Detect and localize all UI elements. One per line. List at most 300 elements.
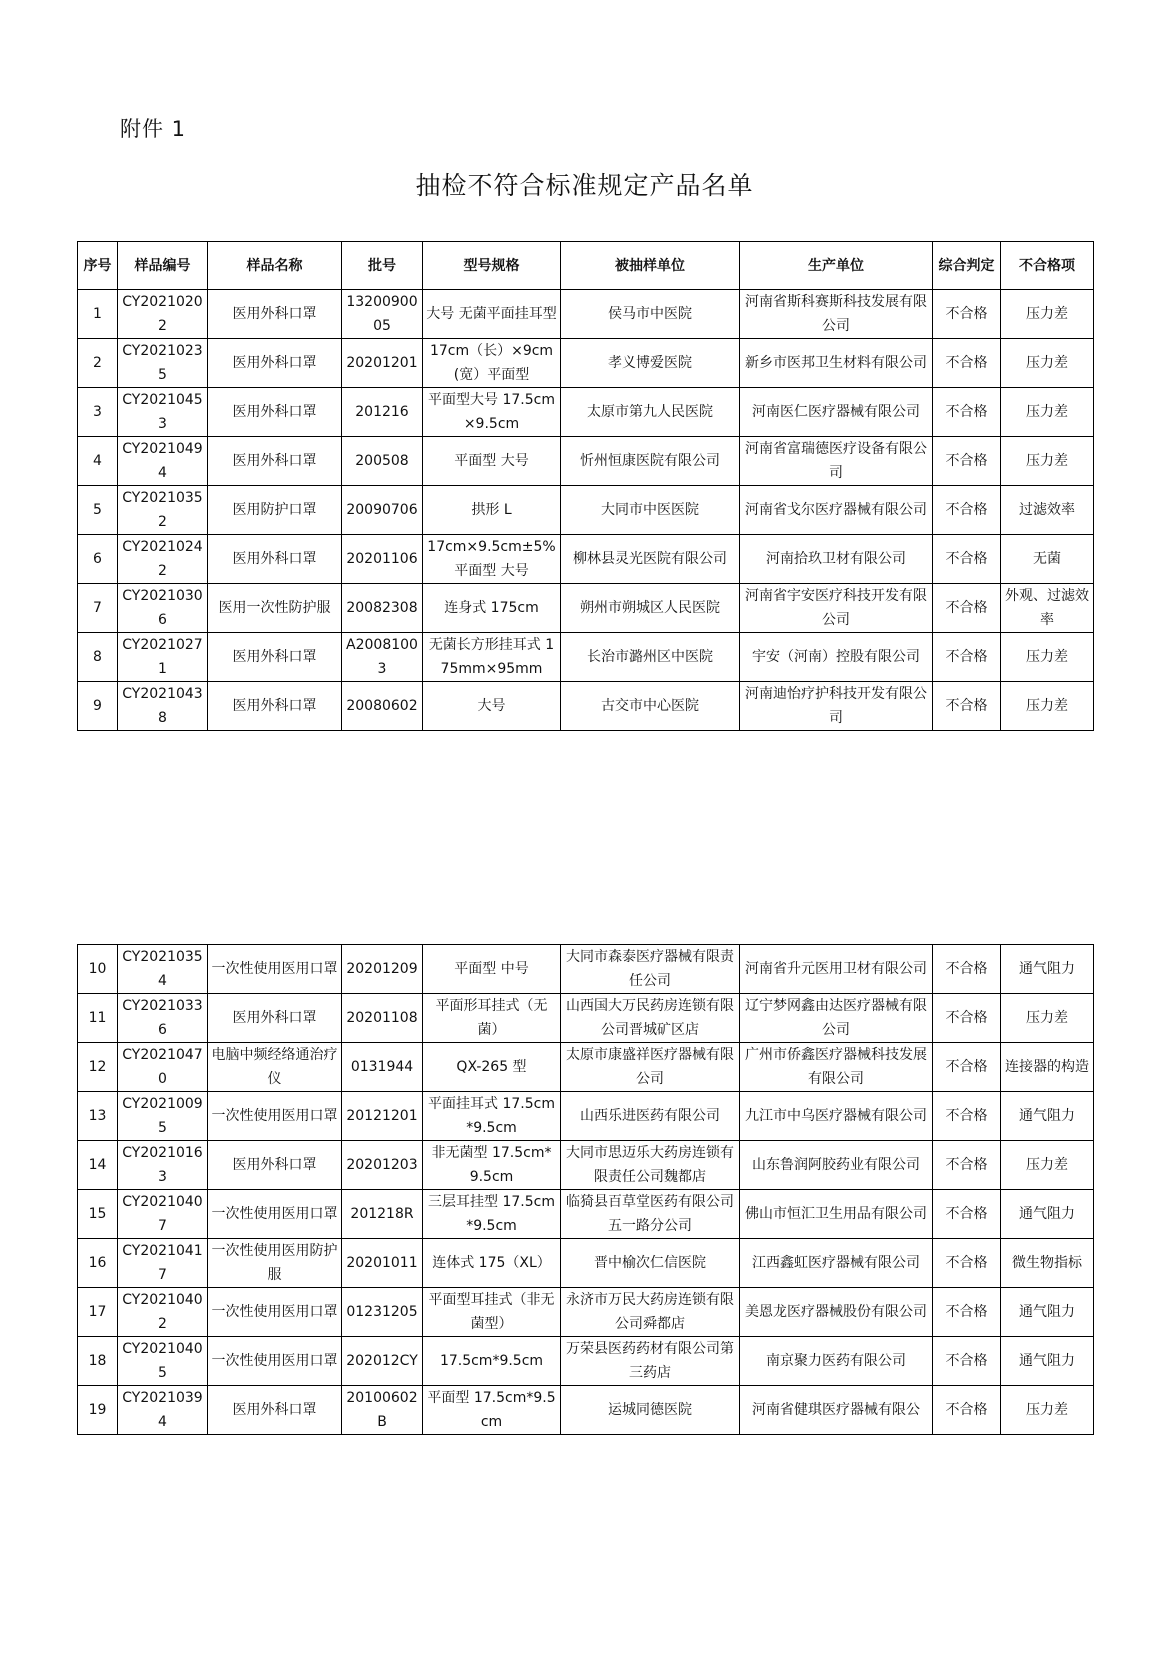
- table-row: [78, 1190, 1094, 1239]
- batch-number-cell-text: 20100602B: [346, 1390, 418, 1430]
- sampled-unit-cell-text: 大同市中医医院: [601, 502, 699, 518]
- sample-id-cell: [118, 1337, 208, 1386]
- row-number-cell: [78, 945, 118, 994]
- model-spec-cell: [423, 388, 561, 437]
- sample-id-cell: [118, 290, 208, 339]
- overall-judgment-cell: [933, 1043, 1001, 1092]
- row-number-cell-text: 15: [88, 1206, 107, 1222]
- sample-id-cell-text: CY20210235: [122, 343, 203, 383]
- sample-id-cell: [118, 339, 208, 388]
- sample-id-cell: [118, 1386, 208, 1435]
- batch-number-cell: [342, 682, 423, 731]
- overall-judgment-cell-text: 不合格: [945, 1402, 988, 1418]
- overall-judgment-cell: [933, 1190, 1001, 1239]
- failed-item-cell: [1001, 1386, 1094, 1435]
- overall-judgment-cell: [933, 994, 1001, 1043]
- row-number-cell-text: 9: [93, 698, 102, 714]
- manufacturer-cell: [740, 584, 933, 633]
- model-spec-cell-text: 三层耳挂型 17.5cm*9.5cm: [428, 1194, 555, 1234]
- sample-id-cell: [118, 1239, 208, 1288]
- overall-judgment-cell: [933, 945, 1001, 994]
- model-spec-cell: [423, 1141, 561, 1190]
- batch-number-cell: [342, 1239, 423, 1288]
- manufacturer-cell: [740, 1239, 933, 1288]
- failed-item-cell-text: 通气阻力: [1019, 1353, 1075, 1369]
- table-row: [78, 1386, 1094, 1435]
- model-spec-cell-text: 平面型 中号: [454, 961, 529, 977]
- batch-number-cell: [342, 1092, 423, 1141]
- failed-item-cell-text: 微生物指标: [1012, 1255, 1082, 1271]
- sampled-unit-cell-text: 运城同德医院: [608, 1402, 692, 1418]
- manufacturer-cell: [740, 1386, 933, 1435]
- failed-item-cell-text: 压力差: [1026, 1402, 1068, 1418]
- header-cell: 序号: [78, 242, 118, 290]
- failed-item-cell-text: 无菌: [1033, 551, 1061, 567]
- overall-judgment-cell: [933, 339, 1001, 388]
- sample-name-cell-text: 医用外科口罩: [232, 306, 317, 322]
- table-row: [78, 633, 1094, 682]
- sample-name-cell-text: 医用外科口罩: [232, 453, 317, 469]
- manufacturer-cell-text: 河南省宇安医疗科技开发有限公司: [745, 588, 927, 628]
- overall-judgment-cell: [933, 290, 1001, 339]
- sampled-unit-cell: [561, 486, 740, 535]
- manufacturer-cell: [740, 437, 933, 486]
- model-spec-cell: [423, 1337, 561, 1386]
- header-cell: 不合格项: [1001, 242, 1094, 290]
- overall-judgment-cell-text: 不合格: [945, 600, 988, 616]
- row-number-cell: [78, 290, 118, 339]
- row-number-cell-text: 11: [88, 1010, 107, 1026]
- row-number-cell: [78, 486, 118, 535]
- sample-name-cell: [208, 339, 342, 388]
- table-row: [78, 1337, 1094, 1386]
- manufacturer-cell-text: 辽宁梦网鑫由达医疗器械有限公司: [745, 998, 927, 1038]
- header-cell: 被抽样单位: [561, 242, 740, 290]
- sample-name-cell-text: 一次性使用医用口罩: [211, 1206, 338, 1222]
- failed-item-cell-text: 通气阻力: [1019, 961, 1075, 977]
- model-spec-cell-text: 平面型 17.5cm*9.5cm: [427, 1390, 556, 1430]
- batch-number-cell-text: A20081003: [346, 637, 418, 677]
- failed-item-cell: [1001, 584, 1094, 633]
- row-number-cell-text: 7: [93, 600, 102, 616]
- overall-judgment-cell-text: 不合格: [945, 1353, 988, 1369]
- batch-number-cell: [342, 535, 423, 584]
- sample-id-cell: [118, 1043, 208, 1092]
- table-row: [78, 584, 1094, 633]
- row-number-cell: [78, 1190, 118, 1239]
- batch-number-cell-text: 20201108: [346, 1010, 418, 1026]
- table-row: [78, 1288, 1094, 1337]
- sample-id-cell: [118, 1141, 208, 1190]
- manufacturer-cell-text: 南京聚力医药有限公司: [766, 1353, 906, 1369]
- row-number-cell-text: 18: [88, 1353, 107, 1369]
- failed-item-cell: [1001, 1043, 1094, 1092]
- manufacturer-cell: [740, 1190, 933, 1239]
- model-spec-cell: [423, 535, 561, 584]
- batch-number-cell-text: 20201209: [346, 961, 418, 977]
- sampled-unit-cell-text: 临猗县百草堂医药有限公司五一路分公司: [566, 1194, 734, 1234]
- manufacturer-cell-text: 河南省升元医用卫材有限公司: [745, 961, 927, 977]
- model-spec-cell: [423, 633, 561, 682]
- manufacturer-cell-text: 新乡市医邦卫生材料有限公司: [745, 355, 927, 371]
- sample-name-cell-text: 一次性使用医用防护服: [211, 1243, 338, 1283]
- batch-number-cell: [342, 1190, 423, 1239]
- batch-number-cell-text: 20201011: [346, 1255, 418, 1271]
- failed-item-cell-text: 压力差: [1026, 649, 1068, 665]
- manufacturer-cell-text: 河南拾玖卫材有限公司: [766, 551, 906, 567]
- overall-judgment-cell-text: 不合格: [945, 1108, 988, 1124]
- table-row: [78, 682, 1094, 731]
- batch-number-cell-text: 20201203: [346, 1157, 418, 1173]
- model-spec-cell: [423, 1239, 561, 1288]
- sample-id-cell-text: CY20210336: [122, 998, 203, 1038]
- batch-number-cell: [342, 1337, 423, 1386]
- failed-item-cell-text: 压力差: [1026, 1010, 1068, 1026]
- failed-item-cell: [1001, 682, 1094, 731]
- table-row: [78, 339, 1094, 388]
- row-number-cell: [78, 535, 118, 584]
- failed-item-cell: [1001, 994, 1094, 1043]
- row-number-cell: [78, 1043, 118, 1092]
- sample-id-cell-text: CY20210394: [122, 1390, 203, 1430]
- manufacturer-cell-text: 美恩龙医疗器械股份有限公司: [745, 1304, 927, 1320]
- model-spec-cell-text: 平面挂耳式 17.5cm*9.5cm: [428, 1096, 555, 1136]
- manufacturer-cell-text: 佛山市恒汇卫生用品有限公司: [745, 1206, 927, 1222]
- table-row: [78, 486, 1094, 535]
- failed-item-cell: [1001, 945, 1094, 994]
- manufacturer-cell: [740, 633, 933, 682]
- sample-name-cell: [208, 1092, 342, 1141]
- manufacturer-cell: [740, 1337, 933, 1386]
- model-spec-cell: [423, 437, 561, 486]
- sample-id-cell-text: CY20210354: [122, 949, 203, 989]
- batch-number-cell: [342, 339, 423, 388]
- model-spec-cell-text: 17cm（长）×9cm(宽）平面型: [429, 343, 554, 383]
- table-row: [78, 388, 1094, 437]
- overall-judgment-cell: [933, 633, 1001, 682]
- sample-name-cell-text: 一次性使用医用口罩: [211, 1304, 338, 1320]
- sample-name-cell: [208, 1190, 342, 1239]
- failed-item-cell: [1001, 437, 1094, 486]
- batch-number-cell-text: 20090706: [346, 502, 418, 518]
- sample-name-cell: [208, 388, 342, 437]
- overall-judgment-cell: [933, 535, 1001, 584]
- sample-name-cell-text: 医用外科口罩: [232, 1402, 317, 1418]
- sample-id-cell: [118, 437, 208, 486]
- batch-number-cell-text: 201218R: [350, 1206, 414, 1222]
- sample-id-cell-text: CY20210494: [122, 441, 203, 481]
- sample-name-cell-text: 医用外科口罩: [232, 1010, 317, 1026]
- sample-id-cell-text: CY20210271: [122, 637, 203, 677]
- sample-name-cell: [208, 994, 342, 1043]
- overall-judgment-cell: [933, 1337, 1001, 1386]
- batch-number-cell-text: 20121201: [346, 1108, 418, 1124]
- sample-name-cell-text: 医用外科口罩: [232, 404, 317, 420]
- manufacturer-cell-text: 广州市侨鑫医疗器械科技发展有限公司: [745, 1047, 927, 1087]
- model-spec-cell-text: 无菌长方形挂耳式 175mm×95mm: [428, 637, 555, 677]
- batch-number-cell: [342, 1386, 423, 1435]
- row-number-cell-text: 8: [93, 649, 102, 665]
- overall-judgment-cell-text: 不合格: [945, 502, 988, 518]
- noncompliant-products-table: [77, 241, 1094, 731]
- sampled-unit-cell: [561, 1386, 740, 1435]
- sample-name-cell: [208, 535, 342, 584]
- header-cell: 样品名称: [208, 242, 342, 290]
- sampled-unit-cell: [561, 339, 740, 388]
- sample-id-cell-text: CY20210438: [122, 686, 203, 726]
- model-spec-cell: [423, 1386, 561, 1435]
- failed-item-cell-text: 通气阻力: [1019, 1304, 1075, 1320]
- overall-judgment-cell-text: 不合格: [945, 1059, 988, 1075]
- table-body: [78, 945, 1094, 1435]
- batch-number-cell-text: 20201106: [346, 551, 418, 567]
- sample-id-cell: [118, 1288, 208, 1337]
- sampled-unit-cell-text: 永济市万民大药房连锁有限公司舜都店: [566, 1292, 734, 1332]
- model-spec-cell: [423, 584, 561, 633]
- table-row: [78, 945, 1094, 994]
- row-number-cell: [78, 1337, 118, 1386]
- table-header-row: [78, 242, 1094, 290]
- batch-number-cell: [342, 1288, 423, 1337]
- failed-item-cell: [1001, 633, 1094, 682]
- overall-judgment-cell-text: 不合格: [945, 1206, 988, 1222]
- sample-name-cell-text: 医用外科口罩: [232, 355, 317, 371]
- manufacturer-cell: [740, 388, 933, 437]
- sample-name-cell: [208, 682, 342, 731]
- manufacturer-cell: [740, 682, 933, 731]
- overall-judgment-cell-text: 不合格: [945, 649, 988, 665]
- model-spec-cell-text: 平面型 大号: [454, 453, 529, 469]
- sampled-unit-cell: [561, 1043, 740, 1092]
- sample-id-cell-text: CY20210306: [122, 588, 203, 628]
- manufacturer-cell: [740, 290, 933, 339]
- manufacturer-cell-text: 九江市中乌医疗器械有限公司: [745, 1108, 927, 1124]
- batch-number-cell: [342, 994, 423, 1043]
- sampled-unit-cell-text: 孝义博爱医院: [608, 355, 692, 371]
- table-row: [78, 994, 1094, 1043]
- batch-number-cell-text: 20082308: [346, 600, 418, 616]
- batch-number-cell: [342, 1043, 423, 1092]
- sampled-unit-cell-text: 朔州市朔城区人民医院: [580, 600, 720, 616]
- sampled-unit-cell: [561, 584, 740, 633]
- sample-name-cell: [208, 290, 342, 339]
- row-number-cell: [78, 1288, 118, 1337]
- model-spec-cell: [423, 682, 561, 731]
- row-number-cell-text: 13: [88, 1108, 107, 1124]
- sample-id-cell: [118, 945, 208, 994]
- sampled-unit-cell: [561, 290, 740, 339]
- sample-name-cell-text: 医用外科口罩: [232, 551, 317, 567]
- sampled-unit-cell: [561, 994, 740, 1043]
- sample-id-cell: [118, 486, 208, 535]
- sample-name-cell-text: 医用外科口罩: [232, 649, 317, 665]
- model-spec-cell-text: 拱形 L: [471, 502, 512, 518]
- overall-judgment-cell: [933, 1288, 1001, 1337]
- header-cell: 型号规格: [423, 242, 561, 290]
- model-spec-cell: [423, 1190, 561, 1239]
- manufacturer-cell-text: 宇安（河南）控股有限公司: [752, 649, 920, 665]
- manufacturer-cell-text: 河南省斯科赛斯科技发展有限公司: [745, 294, 927, 334]
- failed-item-cell: [1001, 1092, 1094, 1141]
- sample-id-cell: [118, 535, 208, 584]
- failed-item-cell-text: 压力差: [1026, 306, 1068, 322]
- model-spec-cell: [423, 1092, 561, 1141]
- overall-judgment-cell-text: 不合格: [945, 1010, 988, 1026]
- row-number-cell: [78, 388, 118, 437]
- batch-number-cell: [342, 584, 423, 633]
- model-spec-cell-text: 大号 无菌平面挂耳型: [426, 306, 557, 322]
- sample-name-cell: [208, 1337, 342, 1386]
- manufacturer-cell: [740, 1043, 933, 1092]
- row-number-cell-text: 4: [93, 453, 102, 469]
- sample-id-cell-text: CY20210470: [122, 1047, 203, 1087]
- row-number-cell: [78, 1092, 118, 1141]
- failed-item-cell-text: 压力差: [1026, 453, 1068, 469]
- overall-judgment-cell-text: 不合格: [945, 698, 988, 714]
- overall-judgment-cell-text: 不合格: [945, 551, 988, 567]
- failed-item-cell-text: 通气阻力: [1019, 1206, 1075, 1222]
- sample-id-cell-text: CY20210202: [122, 294, 203, 334]
- sample-name-cell: [208, 437, 342, 486]
- table-row: [78, 437, 1094, 486]
- model-spec-cell: [423, 339, 561, 388]
- manufacturer-cell: [740, 339, 933, 388]
- overall-judgment-cell-text: 不合格: [945, 1157, 988, 1173]
- sampled-unit-cell-text: 太原市康盛祥医疗器械有限公司: [566, 1047, 734, 1087]
- overall-judgment-cell-text: 不合格: [945, 306, 988, 322]
- model-spec-cell: [423, 486, 561, 535]
- batch-number-cell: [342, 633, 423, 682]
- model-spec-cell-text: 连身式 175cm: [444, 600, 539, 616]
- row-number-cell: [78, 633, 118, 682]
- sample-id-cell-text: CY20210453: [122, 392, 203, 432]
- model-spec-cell: [423, 1043, 561, 1092]
- model-spec-cell-text: 连体式 175（XL）: [432, 1255, 551, 1271]
- sample-id-cell-text: CY20210352: [122, 490, 203, 530]
- manufacturer-cell-text: 河南迪怡疗护科技开发有限公司: [745, 686, 927, 726]
- row-number-cell-text: 6: [93, 551, 102, 567]
- sampled-unit-cell-text: 晋中榆次仁信医院: [594, 1255, 706, 1271]
- batch-number-cell-text: 200508: [355, 453, 409, 469]
- sample-name-cell-text: 一次性使用医用口罩: [211, 1108, 338, 1124]
- sampled-unit-cell-text: 大同市森泰医疗器械有限责任公司: [566, 949, 734, 989]
- row-number-cell-text: 10: [88, 961, 107, 977]
- sample-name-cell: [208, 945, 342, 994]
- overall-judgment-cell-text: 不合格: [945, 961, 988, 977]
- row-number-cell: [78, 584, 118, 633]
- model-spec-cell: [423, 994, 561, 1043]
- model-spec-cell: [423, 1288, 561, 1337]
- model-spec-cell-text: QX-265 型: [456, 1059, 527, 1075]
- sample-name-cell: [208, 633, 342, 682]
- sampled-unit-cell: [561, 1141, 740, 1190]
- sampled-unit-cell: [561, 1239, 740, 1288]
- sampled-unit-cell: [561, 437, 740, 486]
- failed-item-cell: [1001, 388, 1094, 437]
- sample-id-cell: [118, 584, 208, 633]
- batch-number-cell-text: 1320090005: [346, 294, 418, 334]
- sample-name-cell-text: 医用外科口罩: [232, 1157, 317, 1173]
- manufacturer-cell: [740, 994, 933, 1043]
- sampled-unit-cell-text: 古交市中心医院: [601, 698, 699, 714]
- row-number-cell-text: 16: [88, 1255, 107, 1271]
- manufacturer-cell-text: 河南省健琪医疗器械有限公: [752, 1402, 920, 1418]
- row-number-cell-text: 2: [93, 355, 102, 371]
- overall-judgment-cell: [933, 486, 1001, 535]
- manufacturer-cell-text: 江西鑫虹医疗器械有限公司: [752, 1255, 920, 1271]
- manufacturer-cell-text: 山东鲁润阿胶药业有限公司: [752, 1157, 920, 1173]
- noncompliant-products-table-continued: [77, 944, 1094, 1435]
- manufacturer-cell: [740, 1141, 933, 1190]
- header-cell: 生产单位: [740, 242, 933, 290]
- sampled-unit-cell-text: 忻州恒康医院有限公司: [580, 453, 720, 469]
- table-row: [78, 535, 1094, 584]
- failed-item-cell: [1001, 1288, 1094, 1337]
- header-cell: 批号: [342, 242, 423, 290]
- sample-id-cell-text: CY20210407: [122, 1194, 203, 1234]
- sample-id-cell: [118, 682, 208, 731]
- sample-id-cell: [118, 633, 208, 682]
- overall-judgment-cell: [933, 1239, 1001, 1288]
- sample-id-cell-text: CY20210405: [122, 1341, 203, 1381]
- sampled-unit-cell-text: 山西乐进医药有限公司: [580, 1108, 720, 1124]
- model-spec-cell: [423, 945, 561, 994]
- failed-item-cell-text: 连接器的构造: [1005, 1059, 1089, 1075]
- sample-id-cell-text: CY20210095: [122, 1096, 203, 1136]
- batch-number-cell: [342, 388, 423, 437]
- overall-judgment-cell: [933, 584, 1001, 633]
- manufacturer-cell-text: 河南省富瑞德医疗设备有限公司: [745, 441, 927, 481]
- batch-number-cell-text: 01231205: [346, 1304, 418, 1320]
- overall-judgment-cell: [933, 388, 1001, 437]
- sample-id-cell-text: CY20210402: [122, 1292, 203, 1332]
- failed-item-cell: [1001, 486, 1094, 535]
- row-number-cell: [78, 339, 118, 388]
- manufacturer-cell: [740, 1092, 933, 1141]
- sample-id-cell: [118, 388, 208, 437]
- attachment-label: 附件 1: [120, 117, 187, 141]
- sampled-unit-cell: [561, 1092, 740, 1141]
- batch-number-cell-text: 20080602: [346, 698, 418, 714]
- sample-id-cell-text: CY20210417: [122, 1243, 203, 1283]
- manufacturer-cell-text: 河南省戈尔医疗器械有限公司: [745, 502, 927, 518]
- sampled-unit-cell: [561, 1337, 740, 1386]
- table-row: [78, 1141, 1094, 1190]
- failed-item-cell: [1001, 1190, 1094, 1239]
- sampled-unit-cell-text: 大同市思迈乐大药房连锁有限责任公司魏都店: [566, 1145, 734, 1185]
- model-spec-cell-text: 平面形耳挂式（无菌）: [435, 998, 548, 1038]
- row-number-cell-text: 3: [93, 404, 102, 420]
- sample-name-cell-text: 一次性使用医用口罩: [211, 1353, 338, 1369]
- overall-judgment-cell: [933, 1386, 1001, 1435]
- model-spec-cell-text: 平面型大号 17.5cm×9.5cm: [428, 392, 555, 432]
- sample-name-cell: [208, 584, 342, 633]
- batch-number-cell: [342, 945, 423, 994]
- sampled-unit-cell-text: 柳林县灵光医院有限公司: [573, 551, 727, 567]
- sample-name-cell: [208, 486, 342, 535]
- table-row: [78, 1239, 1094, 1288]
- failed-item-cell-text: 压力差: [1026, 698, 1068, 714]
- sample-id-cell-text: CY20210163: [122, 1145, 203, 1185]
- sample-name-cell-text: 医用防护口罩: [232, 502, 317, 518]
- sample-name-cell-text: 医用一次性防护服: [218, 600, 331, 616]
- row-number-cell: [78, 682, 118, 731]
- sample-name-cell-text: 一次性使用医用口罩: [211, 961, 338, 977]
- row-number-cell-text: 19: [88, 1402, 107, 1418]
- batch-number-cell-text: 201216: [355, 404, 409, 420]
- table-row: [78, 1043, 1094, 1092]
- sampled-unit-cell-text: 长治市潞州区中医院: [587, 649, 713, 665]
